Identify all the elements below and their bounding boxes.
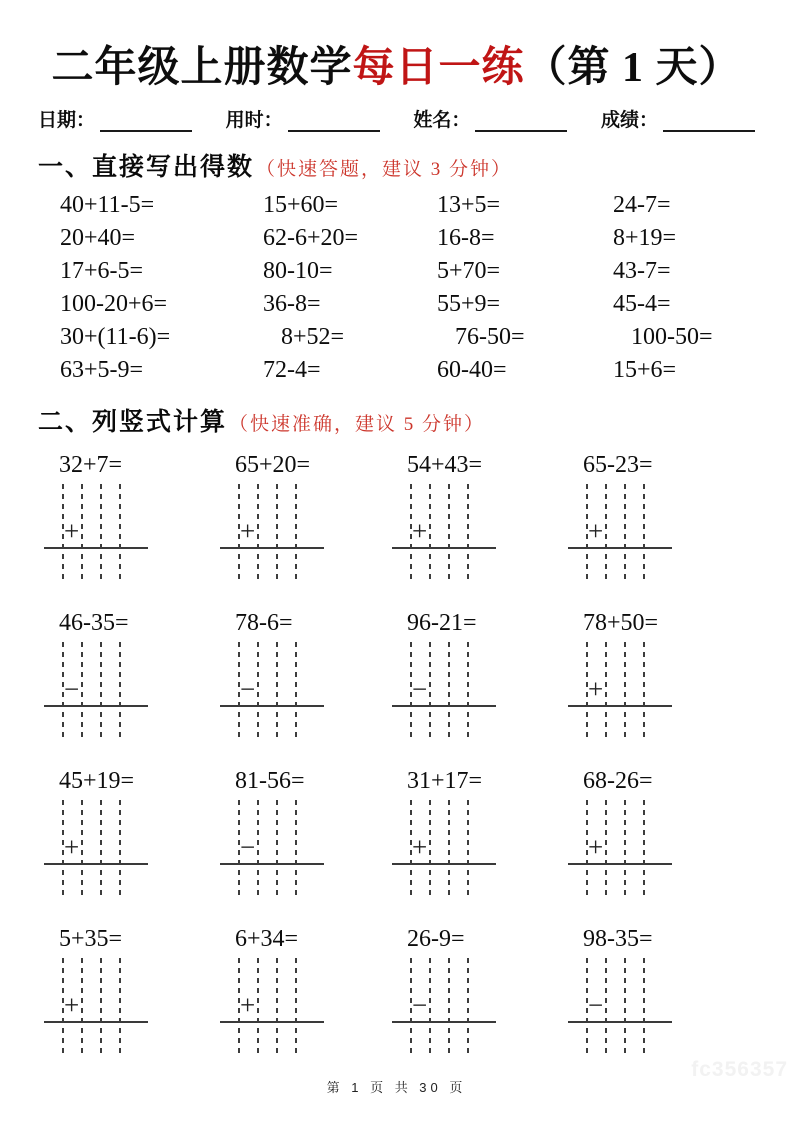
- oral-problem: 80-10=: [263, 258, 333, 284]
- oral-problem: 36-8=: [263, 291, 321, 317]
- operator-sign: −: [412, 990, 428, 1020]
- answer-line: [392, 1021, 496, 1023]
- info-field-time-used: [226, 110, 380, 132]
- answer-line: [392, 547, 496, 549]
- problem-expression: 45+19=: [59, 768, 135, 794]
- time-used-label: 用时：: [225, 110, 283, 131]
- oral-problem: 17+6-5=: [60, 258, 144, 284]
- column-calc-grid: [577, 484, 663, 580]
- problem-expression: 46-35=: [59, 610, 129, 636]
- section-2-heading: [38, 402, 755, 438]
- column-calc-grid: [401, 642, 487, 738]
- title-day-part: （第 1 天）: [524, 45, 742, 91]
- oral-problem: 100-50=: [631, 324, 713, 350]
- operator-sign: +: [64, 990, 80, 1020]
- column-calc-grid: [577, 958, 663, 1054]
- column-calc-grid: [229, 958, 315, 1054]
- oral-problem: 5+70=: [437, 258, 501, 284]
- vertical-problem: [45, 766, 221, 898]
- section-1-heading: [38, 147, 755, 183]
- info-field-name: [413, 110, 567, 132]
- oral-problem: 40+11-5=: [60, 192, 155, 218]
- problem-expression: 26-9=: [407, 926, 465, 952]
- answer-line: [220, 705, 324, 707]
- name-label: 姓名：: [413, 110, 471, 131]
- oral-problem: 43-7=: [613, 258, 671, 284]
- answer-line: [44, 547, 148, 549]
- vertical-problem: [393, 766, 569, 898]
- vertical-problem: [221, 924, 393, 1056]
- oral-problem: 63+5-9=: [60, 357, 144, 383]
- problem-expression: 78+50=: [583, 610, 659, 636]
- answer-line: [44, 863, 148, 865]
- problem-expression: 96-21=: [407, 610, 477, 636]
- problem-expression: 65-23=: [583, 452, 653, 478]
- answer-line: [220, 1021, 324, 1023]
- vertical-problem: [569, 608, 748, 740]
- vertical-problem: [393, 450, 569, 582]
- answer-line: [220, 547, 324, 549]
- answer-line: [44, 705, 148, 707]
- info-field-date: [38, 110, 192, 132]
- vertical-problem: [221, 450, 393, 582]
- answer-line: [392, 705, 496, 707]
- score-blank-line: [663, 111, 755, 132]
- oral-problem: 62-6+20=: [263, 225, 359, 251]
- oral-problem: 20+40=: [60, 225, 136, 251]
- vertical-problem: [569, 450, 748, 582]
- date-blank-line: [100, 111, 192, 132]
- answer-line: [44, 1021, 148, 1023]
- column-calc-grid: [401, 800, 487, 896]
- oral-problem: 15+60=: [263, 192, 339, 218]
- column-calc-grid: [577, 800, 663, 896]
- answer-line: [568, 863, 672, 865]
- operator-sign: +: [64, 516, 80, 546]
- problem-expression: 6+34=: [235, 926, 299, 952]
- column-calc-grid: [229, 484, 315, 580]
- oral-problems-grid: [0, 183, 793, 387]
- problem-expression: 54+43=: [407, 452, 483, 478]
- oral-problem: 30+(11-6)=: [60, 324, 171, 350]
- section-2-hint: （快速准确，建议 5 分钟）: [229, 414, 486, 435]
- oral-problem: 8+19=: [613, 225, 677, 251]
- oral-problem: 16-8=: [437, 225, 495, 251]
- column-calc-grid: [577, 642, 663, 738]
- oral-problem: 55+9=: [437, 291, 501, 317]
- oral-problem: 100-20+6=: [60, 291, 168, 317]
- oral-problem: 72-4=: [263, 357, 321, 383]
- section-1-title: 一、直接写出得数: [38, 153, 255, 181]
- vertical-problem: [221, 766, 393, 898]
- vertical-problem: [45, 450, 221, 582]
- operator-sign: +: [412, 516, 428, 546]
- title-grade-part: 二年级上册数学: [51, 45, 353, 91]
- section-2-title: 二、列竖式计算: [38, 408, 228, 436]
- oral-problem: 8+52=: [281, 324, 345, 350]
- operator-sign: −: [64, 674, 80, 704]
- info-row: [38, 110, 755, 132]
- operator-sign: −: [240, 674, 256, 704]
- answer-line: [220, 863, 324, 865]
- watermark: fc356357: [691, 1058, 788, 1081]
- column-calc-grid: [401, 958, 487, 1054]
- operator-sign: −: [588, 990, 604, 1020]
- problem-expression: 5+35=: [59, 926, 123, 952]
- problem-expression: 78-6=: [235, 610, 293, 636]
- vertical-problems-grid: [0, 438, 793, 1056]
- section-1-hint: （快速答题，建议 3 分钟）: [256, 159, 513, 180]
- column-calc-grid: [53, 800, 139, 896]
- problem-expression: 68-26=: [583, 768, 653, 794]
- page-title: [30, 34, 763, 94]
- oral-problem: 15+6=: [613, 357, 677, 383]
- column-calc-grid: [229, 800, 315, 896]
- operator-sign: +: [412, 832, 428, 862]
- problem-expression: 31+17=: [407, 768, 483, 794]
- operator-sign: −: [240, 832, 256, 862]
- page-footer: 第 1 页 共 30 页: [326, 1080, 467, 1095]
- date-label: 日期：: [38, 110, 96, 131]
- operator-sign: +: [64, 832, 80, 862]
- vertical-problem: [221, 608, 393, 740]
- title-daily-practice-part: 每日一练: [352, 45, 525, 91]
- name-blank-line: [475, 111, 567, 132]
- oral-problem: 24-7=: [613, 192, 671, 218]
- answer-line: [568, 705, 672, 707]
- column-calc-grid: [53, 958, 139, 1054]
- vertical-problem: [393, 608, 569, 740]
- column-calc-grid: [229, 642, 315, 738]
- problem-expression: 81-56=: [235, 768, 305, 794]
- operator-sign: +: [588, 832, 604, 862]
- oral-problem: 76-50=: [455, 324, 525, 350]
- info-field-score: [601, 110, 755, 132]
- vertical-problem: [45, 924, 221, 1056]
- problem-expression: 98-35=: [583, 926, 653, 952]
- vertical-problem: [393, 924, 569, 1056]
- column-calc-grid: [401, 484, 487, 580]
- operator-sign: +: [240, 516, 256, 546]
- answer-line: [392, 863, 496, 865]
- oral-problem: 45-4=: [613, 291, 671, 317]
- vertical-problem: [569, 766, 748, 898]
- problem-expression: 32+7=: [59, 452, 123, 478]
- oral-problem: 60-40=: [437, 357, 507, 383]
- vertical-problem: [45, 608, 221, 740]
- column-calc-grid: [53, 642, 139, 738]
- column-calc-grid: [53, 484, 139, 580]
- vertical-problem: [569, 924, 748, 1056]
- answer-line: [568, 1021, 672, 1023]
- operator-sign: +: [588, 674, 604, 704]
- operator-sign: +: [240, 990, 256, 1020]
- oral-problem: 13+5=: [437, 192, 501, 218]
- score-label: 成绩：: [600, 110, 658, 131]
- operator-sign: −: [412, 674, 428, 704]
- operator-sign: +: [588, 516, 604, 546]
- problem-expression: 65+20=: [235, 452, 311, 478]
- answer-line: [568, 547, 672, 549]
- time-used-blank-line: [288, 111, 380, 132]
